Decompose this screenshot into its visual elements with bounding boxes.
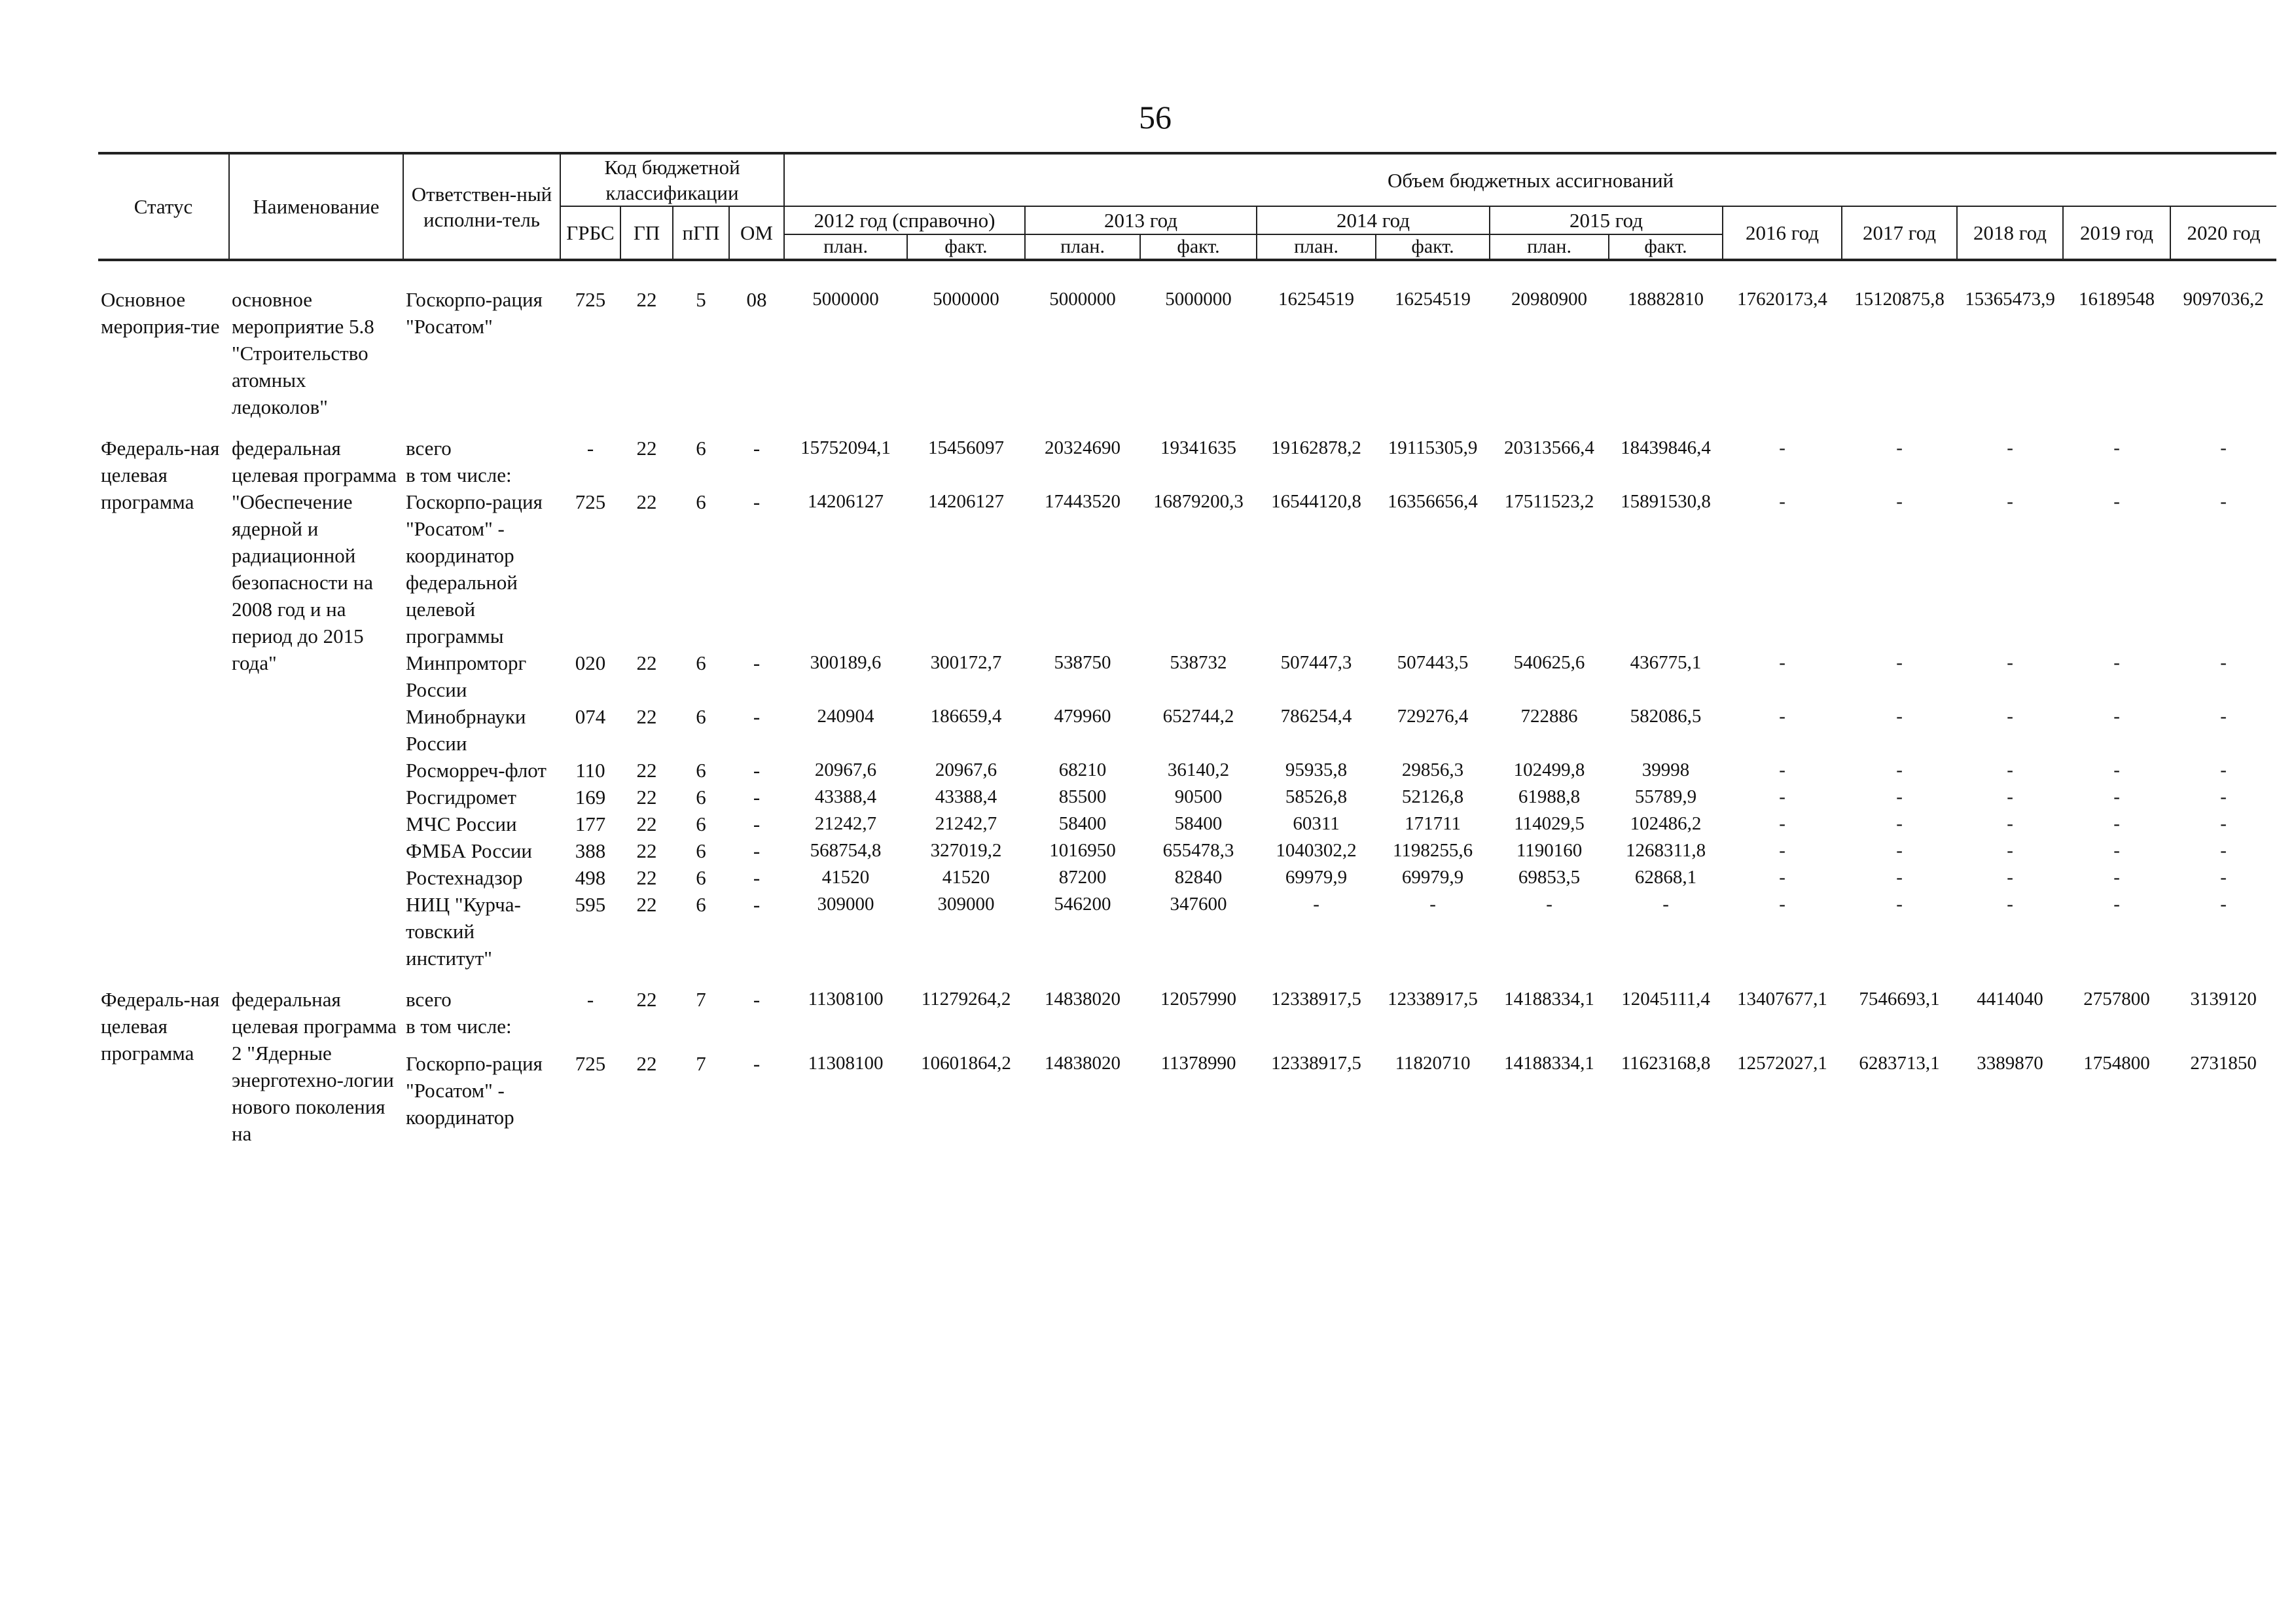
executor-cell: НИЦ "Курча-товский институт" [406, 893, 521, 970]
value-cell: - [2007, 894, 2013, 915]
value-cell: 17511523,2 [1504, 491, 1594, 512]
value-cell: 102499,8 [1513, 759, 1585, 780]
col-header-2016: 2016 год [1723, 206, 1842, 260]
value-cell: 2757800 [2083, 989, 2150, 1010]
value-cell: - [1896, 491, 1903, 512]
value-cell: 114029,5 [1514, 813, 1585, 834]
value-cell: 1268311,8 [1625, 840, 1706, 861]
om-cell: - [753, 839, 761, 862]
value-cell: 12572027,1 [1737, 1053, 1827, 1074]
table-row [98, 811, 2276, 837]
pgp-cell: 6 [696, 705, 706, 728]
value-cell: 10601864,2 [921, 1053, 1011, 1074]
col-header-pgp: пГП [673, 206, 729, 260]
name-cell: основное мероприятие 5.8 "Строительство атомных ледоколов" [232, 288, 374, 418]
gp-cell: 22 [636, 988, 657, 1011]
value-cell: - [1779, 759, 1785, 780]
value-cell: - [2007, 867, 2013, 888]
col-header-2018: 2018 год [1957, 206, 2063, 260]
col-header-volume-group: Объем бюджетных ассигнований [784, 153, 2276, 206]
value-cell: - [1896, 437, 1903, 458]
grbs-cell: - [586, 437, 594, 460]
pgp-cell: 7 [696, 988, 706, 1011]
value-cell: 786254,4 [1280, 706, 1352, 727]
om-cell: - [753, 786, 761, 809]
value-cell: 20980900 [1511, 289, 1588, 310]
value-cell: 722886 [1520, 706, 1578, 727]
value-cell: 5000000 [1165, 289, 1232, 310]
value-cell: 186659,4 [930, 706, 1002, 727]
col-header-fact: факт. [1609, 234, 1723, 260]
value-cell: 19341635 [1160, 437, 1237, 458]
col-header-plan: план. [784, 234, 907, 260]
value-cell: 16189548 [2079, 289, 2155, 310]
value-cell: 19162878,2 [1271, 437, 1361, 458]
grbs-cell: 388 [575, 839, 606, 862]
gp-cell: 22 [636, 812, 657, 835]
value-cell: 5000000 [1049, 289, 1116, 310]
value-cell: - [1896, 813, 1903, 834]
value-cell: 1190160 [1516, 840, 1583, 861]
value-cell: 69979,9 [1285, 867, 1348, 888]
grbs-cell: 725 [575, 288, 606, 311]
grbs-cell: 498 [575, 866, 606, 889]
value-cell: 12338917,5 [1271, 1053, 1361, 1074]
value-cell: 12045111,4 [1621, 989, 1710, 1010]
om-cell: - [753, 759, 761, 782]
om-cell: - [753, 490, 761, 513]
gp-cell: 22 [636, 786, 657, 809]
value-cell: - [2113, 813, 2120, 834]
value-cell: 14188334,1 [1504, 1053, 1594, 1074]
status-cell: Основное мероприя-тие [101, 288, 220, 338]
col-header-2020: 2020 год [2170, 206, 2276, 260]
value-cell: - [2007, 652, 2013, 673]
gp-cell: 22 [636, 839, 657, 862]
value-cell: 4414040 [1977, 989, 2043, 1010]
value-cell: 11308100 [808, 1053, 884, 1074]
grbs-cell: 725 [575, 490, 606, 513]
col-header-2014: 2014 год [1257, 206, 1490, 234]
executor-cell: всего в том числе: [406, 988, 512, 1038]
value-cell: 1040302,2 [1276, 840, 1357, 861]
value-cell: 39998 [1641, 759, 1690, 780]
col-header-status: Статус [98, 153, 229, 260]
value-cell: - [2007, 759, 2013, 780]
value-cell: 14838020 [1045, 989, 1121, 1010]
executor-cell: Минпромторг России [406, 651, 527, 701]
grbs-cell: 725 [575, 1052, 606, 1076]
value-cell: - [2113, 894, 2120, 915]
value-cell: 58526,8 [1285, 786, 1348, 807]
table-row [98, 435, 2276, 488]
col-header-plan: план. [1257, 234, 1376, 260]
value-cell: - [1896, 867, 1903, 888]
value-cell: 11279264,2 [921, 989, 1011, 1010]
gp-cell: 22 [636, 1052, 657, 1076]
value-cell: 436775,1 [1630, 652, 1702, 673]
value-cell: 300189,6 [810, 652, 882, 673]
value-cell: 347600 [1170, 894, 1227, 915]
executor-cell: Росгидромет [406, 786, 516, 809]
value-cell: - [2113, 759, 2120, 780]
value-cell: 14206127 [808, 491, 884, 512]
executor-cell: Минобрнауки России [406, 705, 526, 755]
value-cell: - [1779, 894, 1785, 915]
value-cell: 55789,9 [1634, 786, 1697, 807]
value-cell: - [2220, 759, 2227, 780]
grbs-cell: 020 [575, 651, 606, 674]
om-cell: - [753, 651, 761, 674]
col-header-2019: 2019 год [2063, 206, 2170, 260]
value-cell: 36140,2 [1167, 759, 1230, 780]
value-cell: - [2113, 786, 2120, 807]
value-cell: 52126,8 [1401, 786, 1464, 807]
value-cell: - [1896, 706, 1903, 727]
value-cell: 11378990 [1160, 1053, 1236, 1074]
value-cell: 652744,2 [1162, 706, 1234, 727]
value-cell: 19115305,9 [1388, 437, 1478, 458]
pgp-cell: 5 [696, 288, 706, 311]
value-cell: 171711 [1405, 813, 1461, 834]
value-cell: 18882810 [1628, 289, 1704, 310]
pgp-cell: 6 [696, 490, 706, 513]
value-cell: 15891530,8 [1621, 491, 1711, 512]
col-header-responsible: Ответствен-ный исполни-тель [403, 153, 560, 260]
value-cell: 1016950 [1049, 840, 1116, 861]
value-cell: 20324690 [1045, 437, 1121, 458]
value-cell: 15120875,8 [1854, 289, 1945, 310]
value-cell: - [2113, 491, 2120, 512]
value-cell: - [1896, 759, 1903, 780]
name-cell: федеральная целевая программа 2 "Ядерные энерготехно-логии нового поколения на [232, 988, 397, 1145]
value-cell: 507443,5 [1397, 652, 1469, 673]
grbs-cell: - [586, 988, 594, 1011]
value-cell: 14838020 [1045, 1053, 1121, 1074]
value-cell: - [2113, 867, 2120, 888]
value-cell: 102486,2 [1630, 813, 1702, 834]
value-cell: 21242,7 [814, 813, 877, 834]
value-cell: 16544120,8 [1271, 491, 1361, 512]
value-cell: 568754,8 [810, 840, 882, 861]
table-row [98, 891, 2276, 986]
value-cell: - [1896, 894, 1903, 915]
value-cell: - [2220, 894, 2227, 915]
status-cell: Федераль-ная целевая программа [101, 437, 220, 513]
value-cell: 58400 [1058, 813, 1107, 834]
value-cell: - [1779, 786, 1785, 807]
value-cell: 16879200,3 [1153, 491, 1244, 512]
value-cell: - [1779, 867, 1785, 888]
status-cell: Федераль-ная целевая программа [101, 988, 220, 1065]
value-cell: 90500 [1174, 786, 1223, 807]
pgp-cell: 6 [696, 651, 706, 674]
value-cell: - [2220, 786, 2227, 807]
gp-cell: 22 [636, 705, 657, 728]
col-header-2015: 2015 год [1490, 206, 1723, 234]
value-cell: 5000000 [933, 289, 999, 310]
om-cell: 08 [746, 288, 767, 311]
pgp-cell: 6 [696, 839, 706, 862]
value-cell: 507447,3 [1280, 652, 1352, 673]
value-cell: 15365473,9 [1965, 289, 2055, 310]
value-cell: - [2007, 491, 2013, 512]
value-cell: 16356656,4 [1388, 491, 1478, 512]
pgp-cell: 6 [696, 866, 706, 889]
value-cell: 538732 [1170, 652, 1227, 673]
col-header-plan: план. [1490, 234, 1609, 260]
executor-cell: Госкорпо-рация "Росатом" - координатор [406, 1052, 543, 1129]
om-cell: - [753, 893, 761, 916]
value-cell: 41520 [942, 867, 990, 888]
executor-cell: Госкорпо-рация "Росатом" - координатор федеральной целевой программы [406, 490, 543, 647]
value-cell: - [1779, 652, 1785, 673]
value-cell: 309000 [937, 894, 995, 915]
value-cell: 20967,6 [935, 759, 997, 780]
table-row [98, 703, 2276, 757]
value-cell: 20967,6 [814, 759, 877, 780]
gp-cell: 22 [636, 893, 657, 916]
col-header-om: ОМ [729, 206, 784, 260]
value-cell: - [1779, 437, 1785, 458]
pgp-cell: 6 [696, 893, 706, 916]
table-row [98, 837, 2276, 864]
value-cell: - [1896, 786, 1903, 807]
value-cell: 546200 [1054, 894, 1111, 915]
value-cell: - [2220, 652, 2227, 673]
om-cell: - [753, 866, 761, 889]
value-cell: 9097036,2 [2183, 289, 2264, 310]
value-cell: - [2220, 706, 2227, 727]
value-cell: 13407677,1 [1737, 989, 1827, 1010]
col-header-code-group: Код бюджетной классификации [560, 153, 784, 206]
value-cell: 729276,4 [1397, 706, 1469, 727]
value-cell: - [1546, 894, 1552, 915]
grbs-cell: 595 [575, 893, 606, 916]
value-cell: 1198255,6 [1392, 840, 1473, 861]
value-cell: 60311 [1293, 813, 1340, 834]
value-cell: 5000000 [812, 289, 879, 310]
table-row [98, 649, 2276, 703]
value-cell: - [1779, 840, 1785, 861]
pgp-cell: 6 [696, 437, 706, 460]
col-header-plan: план. [1025, 234, 1140, 260]
om-cell: - [753, 437, 761, 460]
table-body [98, 260, 2276, 1147]
value-cell: - [1779, 706, 1785, 727]
table-row [98, 784, 2276, 811]
value-cell: 16254519 [1395, 289, 1471, 310]
value-cell: 69979,9 [1401, 867, 1464, 888]
value-cell: 7546693,1 [1859, 989, 1940, 1010]
value-cell: 20313566,4 [1504, 437, 1594, 458]
col-header-gp: ГП [620, 206, 673, 260]
table-row [98, 286, 2276, 435]
gp-cell: 22 [636, 866, 657, 889]
value-cell: 1754800 [2083, 1053, 2150, 1074]
value-cell: 43388,4 [814, 786, 877, 807]
value-cell: - [2007, 437, 2013, 458]
value-cell: 6283713,1 [1859, 1053, 1940, 1074]
value-cell: 309000 [817, 894, 874, 915]
value-cell: 3389870 [1977, 1053, 2043, 1074]
value-cell: 327019,2 [930, 840, 1002, 861]
value-cell: 17620173,4 [1737, 289, 1827, 310]
gp-cell: 22 [636, 759, 657, 782]
value-cell: 11308100 [808, 989, 884, 1010]
om-cell: - [753, 705, 761, 728]
col-header-2013: 2013 год [1025, 206, 1257, 234]
value-cell: - [2220, 437, 2227, 458]
value-cell: 12057990 [1160, 989, 1237, 1010]
budget-table [98, 152, 2276, 1147]
value-cell: 95935,8 [1285, 759, 1348, 780]
value-cell: 12338917,5 [1388, 989, 1478, 1010]
gp-cell: 22 [636, 437, 657, 460]
table-row [98, 986, 2276, 1050]
col-header-2012: 2012 год (справочно) [784, 206, 1025, 234]
gp-cell: 22 [636, 288, 657, 311]
value-cell: 479960 [1054, 706, 1111, 727]
value-cell: - [2007, 840, 2013, 861]
executor-cell: всего в том числе: [406, 437, 512, 486]
value-cell: - [1896, 652, 1903, 673]
name-cell: федеральная целевая программа "Обеспечение ядерной и радиационной безопасности на 2008 год и на период до 2015 года" [232, 437, 397, 674]
gp-cell: 22 [636, 490, 657, 513]
om-cell: - [753, 988, 761, 1011]
value-cell: 29856,3 [1401, 759, 1464, 780]
om-cell: - [753, 812, 761, 835]
value-cell: - [1429, 894, 1436, 915]
executor-cell: Росморреч-флот [406, 759, 547, 782]
value-cell: - [1896, 840, 1903, 861]
value-cell: 69853,5 [1518, 867, 1581, 888]
value-cell: 12338917,5 [1271, 989, 1361, 1010]
executor-cell: МЧС России [406, 812, 517, 835]
value-cell: 43388,4 [935, 786, 997, 807]
value-cell: - [2007, 706, 2013, 727]
value-cell: 240904 [817, 706, 874, 727]
table-row [98, 757, 2276, 784]
value-cell: - [1779, 491, 1785, 512]
value-cell: 2731850 [2190, 1053, 2257, 1074]
executor-cell: Ростехнадзор [406, 866, 523, 889]
value-cell: - [1313, 894, 1319, 915]
om-cell: - [753, 1052, 761, 1076]
value-cell: 11623168,8 [1621, 1053, 1711, 1074]
executor-cell: Госкорпо-рация "Росатом" [406, 288, 543, 338]
page-number: 56 [1139, 99, 1172, 136]
gp-cell: 22 [636, 651, 657, 674]
value-cell: - [2220, 867, 2227, 888]
table-row [98, 1050, 2276, 1147]
value-cell: 17443520 [1045, 491, 1121, 512]
value-cell: 540625,6 [1513, 652, 1585, 673]
value-cell: 87200 [1058, 867, 1107, 888]
value-cell: 14188334,1 [1504, 989, 1594, 1010]
grbs-cell: 074 [575, 705, 606, 728]
value-cell: 655478,3 [1162, 840, 1234, 861]
col-header-name: Наименование [229, 153, 403, 260]
value-cell: - [1779, 813, 1785, 834]
value-cell: 62868,1 [1634, 867, 1697, 888]
col-header-fact: факт. [907, 234, 1025, 260]
table-row [98, 864, 2276, 891]
value-cell: - [2007, 813, 2013, 834]
pgp-cell: 6 [696, 812, 706, 835]
value-cell: - [1662, 894, 1669, 915]
value-cell: 41520 [821, 867, 870, 888]
value-cell: 61988,8 [1518, 786, 1581, 807]
value-cell: 58400 [1174, 813, 1223, 834]
grbs-cell: 110 [575, 759, 605, 782]
value-cell: 68210 [1058, 759, 1107, 780]
value-cell: - [2113, 652, 2120, 673]
col-header-fact: факт. [1140, 234, 1257, 260]
value-cell: 21242,7 [935, 813, 997, 834]
pgp-cell: 6 [696, 759, 706, 782]
value-cell: 15456097 [928, 437, 1005, 458]
value-cell: 538750 [1054, 652, 1111, 673]
value-cell: - [2220, 491, 2227, 512]
value-cell: 3139120 [2190, 989, 2257, 1010]
value-cell: 15752094,1 [800, 437, 891, 458]
value-cell: - [2113, 706, 2120, 727]
value-cell: - [2007, 786, 2013, 807]
pgp-cell: 6 [696, 786, 706, 809]
value-cell: 582086,5 [1630, 706, 1702, 727]
value-cell: 82840 [1174, 867, 1223, 888]
value-cell: 85500 [1058, 786, 1107, 807]
value-cell: - [2220, 840, 2227, 861]
value-cell: 16254519 [1278, 289, 1355, 310]
col-header-grbs: ГРБС [560, 206, 620, 260]
grbs-cell: 177 [575, 812, 606, 835]
executor-cell: ФМБА России [406, 839, 533, 862]
col-header-fact: факт. [1376, 234, 1490, 260]
table-row [98, 488, 2276, 649]
value-cell: 14206127 [928, 491, 1005, 512]
col-header-2017: 2017 год [1842, 206, 1957, 260]
value-cell: - [2113, 437, 2120, 458]
value-cell: 300172,7 [930, 652, 1002, 673]
value-cell: 11820710 [1395, 1053, 1471, 1074]
pgp-cell: 7 [696, 1052, 706, 1076]
value-cell: - [2113, 840, 2120, 861]
grbs-cell: 169 [575, 786, 606, 809]
value-cell: 18439846,4 [1621, 437, 1711, 458]
value-cell: - [2220, 813, 2227, 834]
